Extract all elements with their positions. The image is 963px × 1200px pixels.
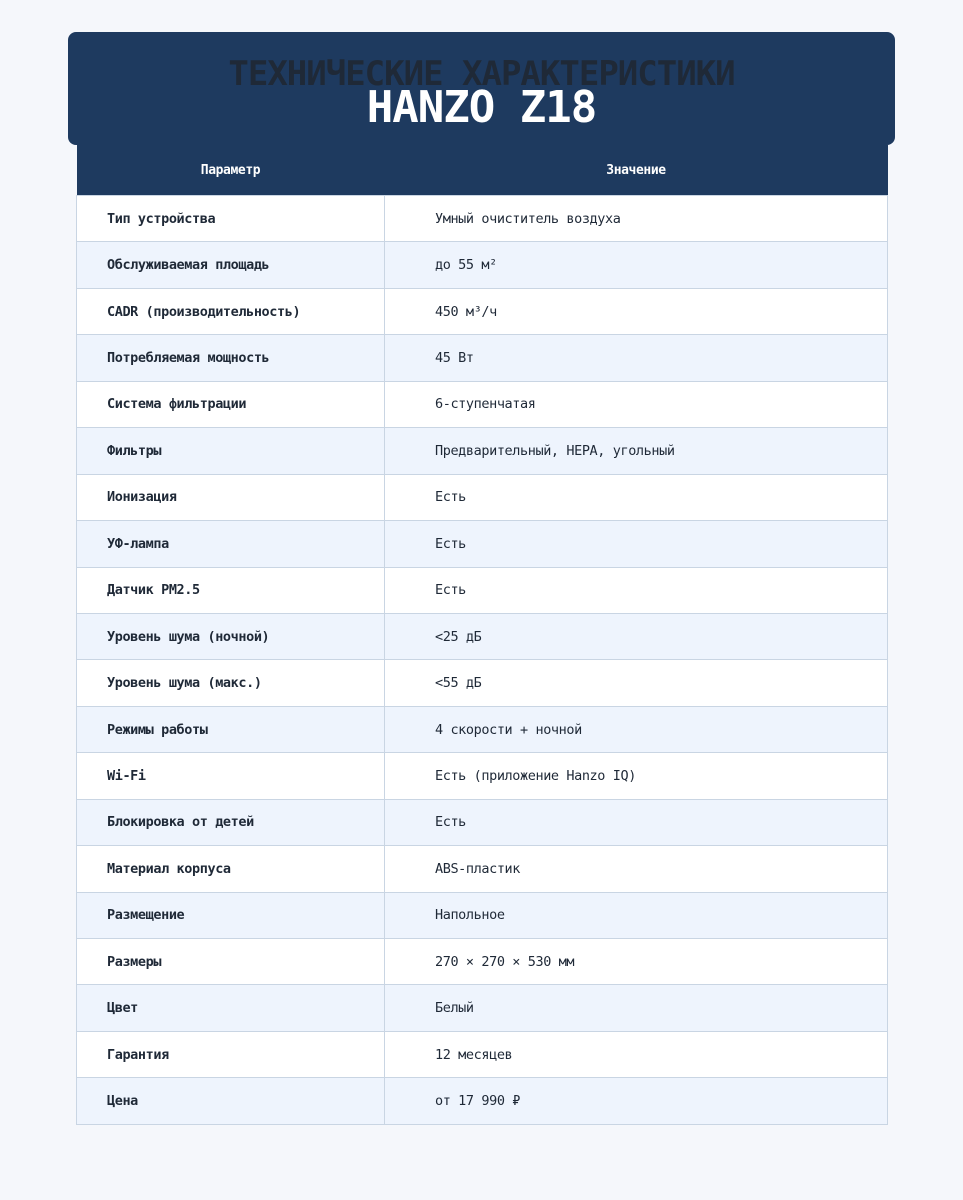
param-cell: Фильтры bbox=[77, 428, 385, 474]
table-row bbox=[77, 846, 888, 892]
value-cell: Умный очиститель воздуха bbox=[385, 196, 888, 242]
param-cell: Датчик PM2.5 bbox=[77, 567, 385, 613]
table-row bbox=[77, 521, 888, 567]
param-cell: Уровень шума (макс.) bbox=[77, 660, 385, 706]
param-cell: Цвет bbox=[77, 985, 385, 1031]
param-cell: УФ-лампа bbox=[77, 521, 385, 567]
table-row bbox=[77, 939, 888, 985]
param-cell: Тип устройства bbox=[77, 196, 385, 242]
value-cell: 4 скорости + ночной bbox=[385, 706, 888, 752]
value-cell: 270 × 270 × 530 мм bbox=[385, 939, 888, 985]
table-row bbox=[77, 567, 888, 613]
value-cell: Есть bbox=[385, 521, 888, 567]
value-cell: Есть (приложение Hanzo IQ) bbox=[385, 753, 888, 799]
value-cell: 6-ступенчатая bbox=[385, 381, 888, 427]
table-row bbox=[77, 288, 888, 334]
param-cell: Размеры bbox=[77, 939, 385, 985]
header-supertitle: ТЕХНИЧЕСКИЕ ХАРАКТЕРИСТИКИ bbox=[228, 54, 735, 94]
table-row bbox=[77, 381, 888, 427]
param-cell: Цена bbox=[77, 1078, 385, 1124]
value-cell: Есть bbox=[385, 799, 888, 845]
value-cell: Напольное bbox=[385, 892, 888, 938]
value-cell: от 17 990 ₽ bbox=[385, 1078, 888, 1124]
value-cell: 12 месяцев bbox=[385, 1031, 888, 1077]
param-cell: Уровень шума (ночной) bbox=[77, 613, 385, 659]
param-cell: Система фильтрации bbox=[77, 381, 385, 427]
table-row bbox=[77, 1031, 888, 1077]
value-cell: Есть bbox=[385, 567, 888, 613]
value-cell: до 55 м² bbox=[385, 242, 888, 288]
param-cell: Обслуживаемая площадь bbox=[77, 242, 385, 288]
table-row bbox=[77, 335, 888, 381]
table-header bbox=[77, 145, 888, 196]
specs-table bbox=[76, 145, 888, 1125]
param-cell: Режимы работы bbox=[77, 706, 385, 752]
value-cell: Предварительный, HEPA, угольный bbox=[385, 428, 888, 474]
param-cell: Потребляемая мощность bbox=[77, 335, 385, 381]
param-cell: Размещение bbox=[77, 892, 385, 938]
param-cell: Гарантия bbox=[77, 1031, 385, 1077]
page-title: HANZO Z18 bbox=[366, 82, 597, 133]
param-cell: Ионизация bbox=[77, 474, 385, 520]
column-header-param: Параметр bbox=[77, 145, 385, 196]
table-row bbox=[77, 706, 888, 752]
param-cell: CADR (производительность) bbox=[77, 288, 385, 334]
table-row bbox=[77, 660, 888, 706]
table-header-row bbox=[77, 145, 888, 196]
table-row bbox=[77, 196, 888, 242]
specs-table-container bbox=[76, 145, 887, 1125]
value-cell: <55 дБ bbox=[385, 660, 888, 706]
param-cell: Блокировка от детей bbox=[77, 799, 385, 845]
param-cell: Материал корпуса bbox=[77, 846, 385, 892]
value-cell: 450 м³/ч bbox=[385, 288, 888, 334]
table-row bbox=[77, 1078, 888, 1124]
table-row bbox=[77, 799, 888, 845]
table-row bbox=[77, 613, 888, 659]
table-body bbox=[77, 196, 888, 1125]
value-cell: Есть bbox=[385, 474, 888, 520]
table-row bbox=[77, 428, 888, 474]
table-row bbox=[77, 753, 888, 799]
value-cell: 45 Вт bbox=[385, 335, 888, 381]
table-row bbox=[77, 892, 888, 938]
table-row bbox=[77, 474, 888, 520]
value-cell: <25 дБ bbox=[385, 613, 888, 659]
header-banner bbox=[68, 32, 895, 145]
table-row bbox=[77, 242, 888, 288]
value-cell: Белый bbox=[385, 985, 888, 1031]
param-cell: Wi-Fi bbox=[77, 753, 385, 799]
table-row bbox=[77, 985, 888, 1031]
column-header-value: Значение bbox=[385, 145, 888, 196]
value-cell: ABS-пластик bbox=[385, 846, 888, 892]
